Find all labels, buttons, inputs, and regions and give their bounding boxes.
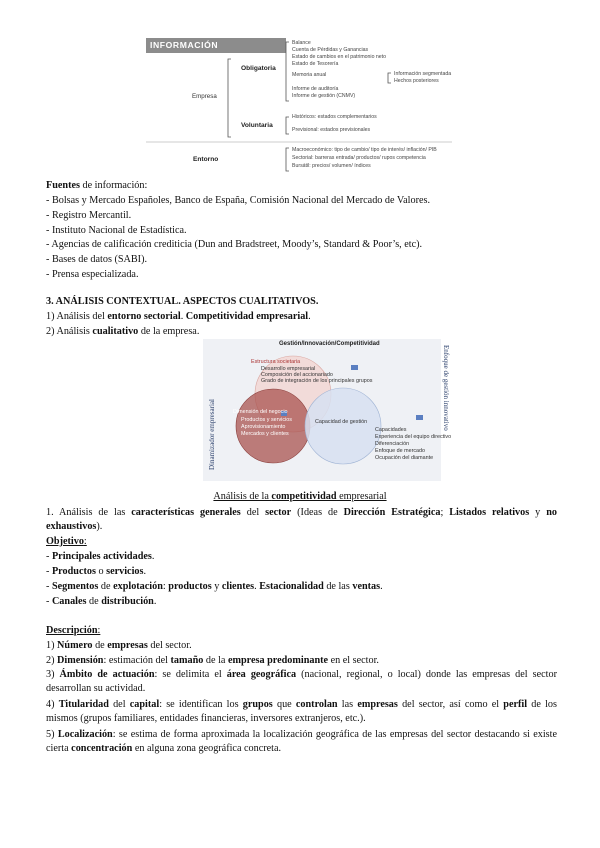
section-3-point-1: 1) Análisis del entorno sectorial. Competitividad empresarial. [46, 311, 311, 322]
vol-item: Históricos: estados complementarios [292, 114, 377, 120]
descripcion-item: 5) Localización: se estima de forma aproximada la localización geográfica de las empresas del sector destacando si existe cierta concentración en alguna zona geográfica concreta. [46, 729, 557, 754]
entorno-item: Bursátil: precios/ volumen/ índices [292, 163, 371, 169]
estructura-label: Estructura societaria [251, 359, 301, 365]
capacidad-item: Capacidades [375, 427, 407, 433]
oblig-item: Cuenta de Pérdidas y Ganancias [292, 47, 369, 53]
dimension-item: Mercados y clientes [241, 431, 289, 437]
descripcion-heading: Descripción: [46, 625, 101, 636]
venn-title: Gestión/Innovación/Competitividad [279, 341, 380, 347]
voluntaria-label: Voluntaria [241, 122, 273, 129]
descripcion-item: 3) Ámbito de actuación: se delimita el área geográfica (nacional, regional, o local) donde las empresas del sector desarrollan su actividad. [46, 669, 557, 694]
memoria-sub-item: Hechos posteriores [394, 78, 439, 84]
fuentes-heading: Fuentes de información: [46, 180, 148, 191]
analysis-intro: 1. Análisis de las características generales del sector (Ideas de Dirección Estratégica; Listados relativos y no exhaustivos). [46, 507, 557, 532]
fuentes-item: - Registro Mercantil. [46, 210, 132, 221]
fuentes-item: - Bolsas y Mercado Españoles, Banco de España, Comisión Nacional del Mercado de Valores. [46, 195, 431, 206]
quantitative-info-diagram [146, 38, 452, 172]
descripcion-item: 1) Número de empresas del sector. [46, 640, 192, 651]
fuentes-item: - Instituto Nacional de Estadística. [46, 225, 187, 236]
fuentes-item: - Agencias de calificación crediticia (Dun and Bradstreet, Moody’s, Standard & Poor’s, etc). [46, 239, 423, 250]
oblig-item: Estado de Tesorería [292, 61, 339, 67]
descripcion-item: 4) Titularidad del capital: se identifican los grupos que controlan las empresas del sector, así como el perfil de los mismos (grupos familiares, entidades financieras, inversores extranjeros, etc.). [46, 699, 557, 724]
left-vertical-label: Dinamizador empresarial [208, 399, 216, 470]
objetivo-item: - Productos o servicios. [46, 566, 146, 577]
capacidad-item: Enfoque de mercado [375, 448, 426, 454]
dimension-label: Dimensión del negocio [233, 409, 288, 415]
oblig-item: Memoria anual [292, 72, 327, 78]
venn-caption: Análisis de la competitividad empresarial [213, 491, 387, 502]
capacidad-label: Capacidad de gestión [315, 419, 368, 425]
capacidad-item: Diferenciación [375, 441, 410, 447]
descripcion-item: 2) Dimensión: estimación del tamaño de la empresa predominante en el sector. [46, 655, 379, 666]
entorno-item: Sectorial: barreras entrada/ productos/ rupos competencia [292, 155, 426, 161]
capacidad-item: Experiencia del equipo directivo [375, 434, 452, 440]
section-3-point-2: 2) Análisis cualitativo de la empresa. [46, 326, 200, 337]
fuentes-item: - Prensa especializada. [46, 269, 139, 280]
estructura-item: Composición del accionariado [261, 372, 333, 378]
entorno-item: Macroeconómico: tipo de cambio/ tipo de interés/ inflación/ PIB [292, 147, 437, 153]
objetivo-heading: Objetivo: [46, 536, 87, 547]
obligatoria-label: Obligatoria [241, 65, 276, 72]
vol-item: Previsional: estados previsionales [292, 127, 371, 133]
dimension-item: Productos y servicios [241, 417, 292, 423]
empresa-label: Empresa [192, 93, 217, 100]
entorno-label: Entorno [193, 156, 219, 163]
oblig-item: Informe de gestión (CNMV) [292, 93, 356, 99]
diagram-banner: INFORMACIÓN CUANTITATIVA [146, 38, 286, 53]
memoria-sub-item: Información segmentada [394, 71, 452, 77]
estructura-item: Grado de integración de los principales grupos [261, 378, 373, 384]
capacidad-item: Ocupación del diamante [375, 455, 434, 461]
section-3-title: 3. ANÁLISIS CONTEXTUAL. ASPECTOS CUALITATIVOS. [46, 296, 319, 307]
oblig-item: Informe de auditoría [292, 86, 339, 92]
objetivo-item: - Segmentos de explotación: productos y clientes. Estacionalidad de las ventas. [46, 581, 383, 592]
right-vertical-label: Enfoque de gestión innovativo [442, 345, 450, 431]
oblig-item: Balance [292, 40, 311, 46]
objetivo-item: - Principales actividades. [46, 551, 155, 562]
fuentes-item: - Bases de datos (SABI). [46, 254, 148, 265]
dimension-item: Aprovisionamiento [241, 424, 286, 430]
objetivo-item: - Canales de distribución. [46, 596, 157, 607]
estructura-item: Desarrollo empresarial [261, 366, 316, 372]
oblig-item: Estado de cambios en el patrimonio neto [292, 54, 387, 60]
